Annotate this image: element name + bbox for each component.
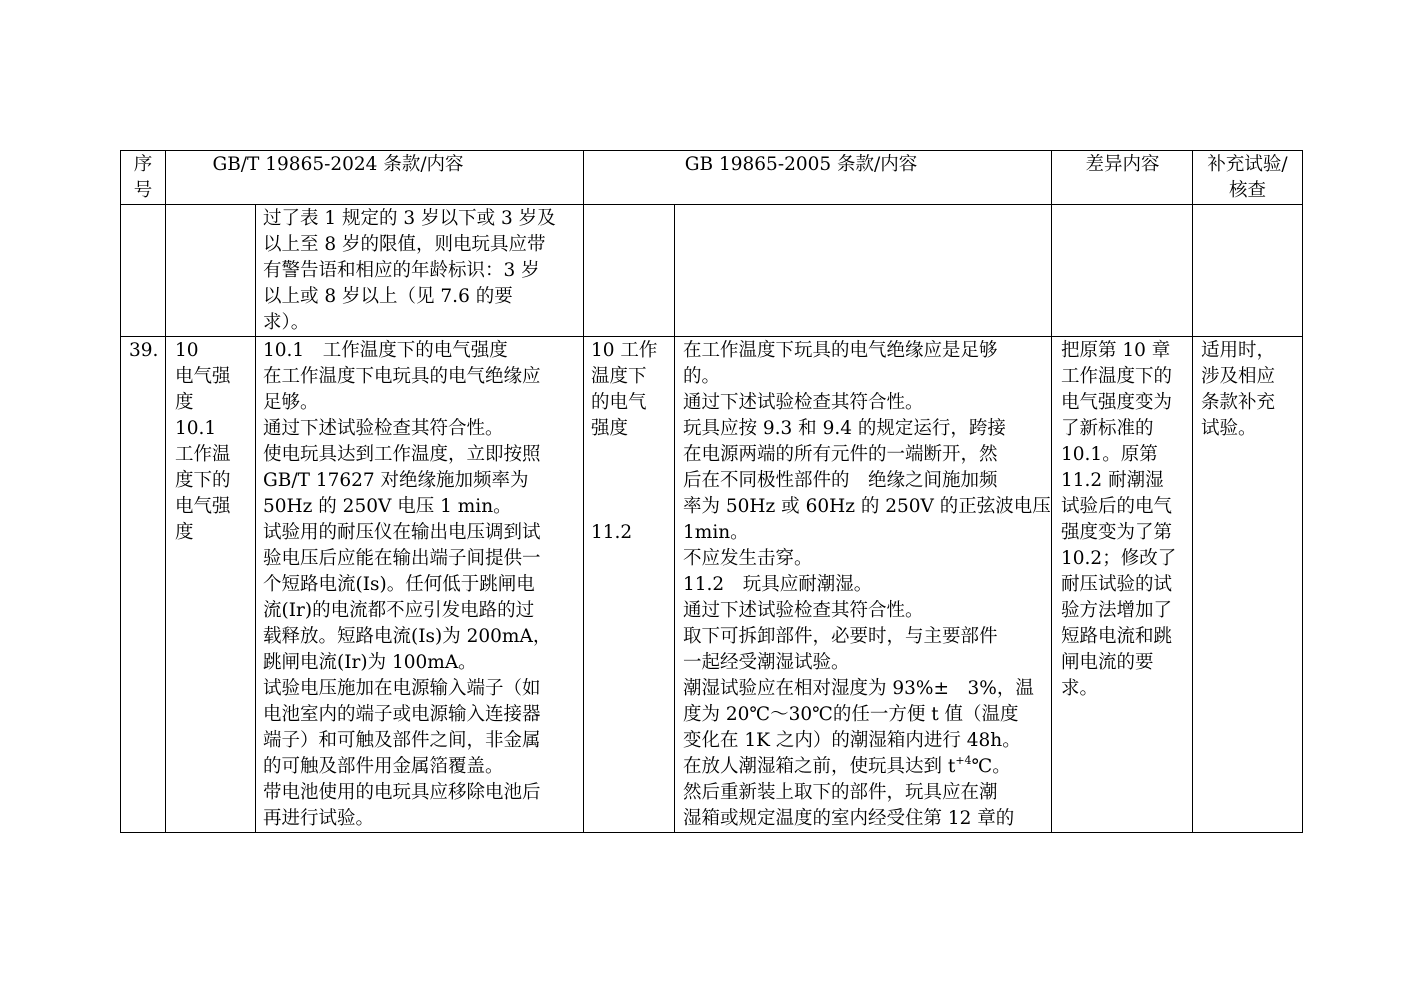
- cont-new-content-cell: 过了表 1 规定的 3 岁以下或 3 岁及 以上至 8 岁的限值，则电玩具应带 有警告语和相应的年龄标识：3 岁 以上或 8 岁以上（见 7.6 的要 求）。: [256, 205, 584, 337]
- cont-old-content-cell: [675, 205, 1052, 337]
- cont-old-clause-cell: [584, 205, 675, 337]
- row-39-seq-cell: 39.: [121, 337, 166, 833]
- row-39-diff-cell: 把原第 10 章 工作温度下的 电气强度变为 了新标准的 10.1。原第 11.2 耐潮湿 试验后的电气 强度变为了第 10.2；修改了 耐压试验的试 验方法增加了 短路电流和跳 闸电流的要 求。: [1052, 337, 1193, 833]
- row-39-new-clause-cell: 10 电气强 度 10.1 工作温 度下的 电气强 度: [166, 337, 256, 833]
- table-row: [121, 205, 1303, 337]
- header-diff: 差异内容: [1052, 151, 1193, 205]
- row-39-new-content-cell: 10.1 工作温度下的电气强度 在工作温度下电玩具的电气绝缘应 足够。 通过下述试验检查其符合性。 使电玩具达到工作温度，立即按照 GB/T 17627 对绝缘施加频率为 50Hz 的 250V 电压 1 min。 试验用的耐压仪在输出电压调到试 验电压后应能在输出端子间提供一 个短路电流(Is)。任何低于跳闸电 流(Ir)的电流都不应引发电路的过 载释放。短路电流(Is)为 200mA， 跳闸电流(Ir)为 100mA。 试验电压施加在电源输入端子（如 电池室内的端子或电源输入连接器 端子）和可触及部件之间，非金属 的可触及部件用金属箔覆盖。 带电池使用的电玩具应移除电池后 再进行试验。: [256, 337, 584, 833]
- header-old-standard: GB 19865-2005 条款/内容: [584, 151, 1052, 205]
- spacer: [591, 442, 668, 520]
- header-supplement: 补充试验/ 核查: [1193, 151, 1303, 205]
- header-seq: 序 号: [121, 151, 166, 205]
- row-39-old-content-cell: 在工作温度下玩具的电气绝缘应是足够 的。 通过下述试验检查其符合性。 玩具应按 9.3 和 9.4 的规定运行，跨接 在电源两端的所有元件的一端断开，然 后在不同极性部件的 绝缘之间施加频 率为 50Hz 或 60Hz 的 250V 的正弦波电压 1min。 不应发生击穿。 11.2 玩具应耐潮湿。 通过下述试验检查其符合性。 取下可拆卸部件，必要时，与主要部件 一起经受潮湿试验。 潮湿试验应在相对湿度为 93%± 3%，温 度为 20℃～30℃的任一方便 t 值（温度 变化在 1K 之内）的潮湿箱内进行 48h。 在放人潮湿箱之前，使玩具达到 $t^{+4}℃$。 然后重新装上取下的部件，玩具应在潮 湿箱或规定温度的室内经受住第 12 章的: [675, 337, 1052, 833]
- cont-seq-cell: [121, 205, 166, 337]
- cont-diff-cell: [1052, 205, 1193, 337]
- cont-new-clause-cell: [166, 205, 256, 337]
- table-row: [121, 337, 1303, 833]
- row-39-supplement-cell: 适用时， 涉及相应 条款补充 试验。: [1193, 337, 1303, 833]
- header-row: [121, 151, 1303, 205]
- cont-supplement-cell: [1193, 205, 1303, 337]
- row-39-old-clause-cell: 10 工作 温度下 的电气 强度 11.2: [584, 337, 675, 833]
- header-new-standard: GB/T 19865-2024 条款/内容: [166, 151, 584, 205]
- comparison-table: [120, 150, 1303, 833]
- t-value-line: 在放人潮湿箱之前，使玩具达到 $t^{+4}℃$。: [683, 754, 1011, 777]
